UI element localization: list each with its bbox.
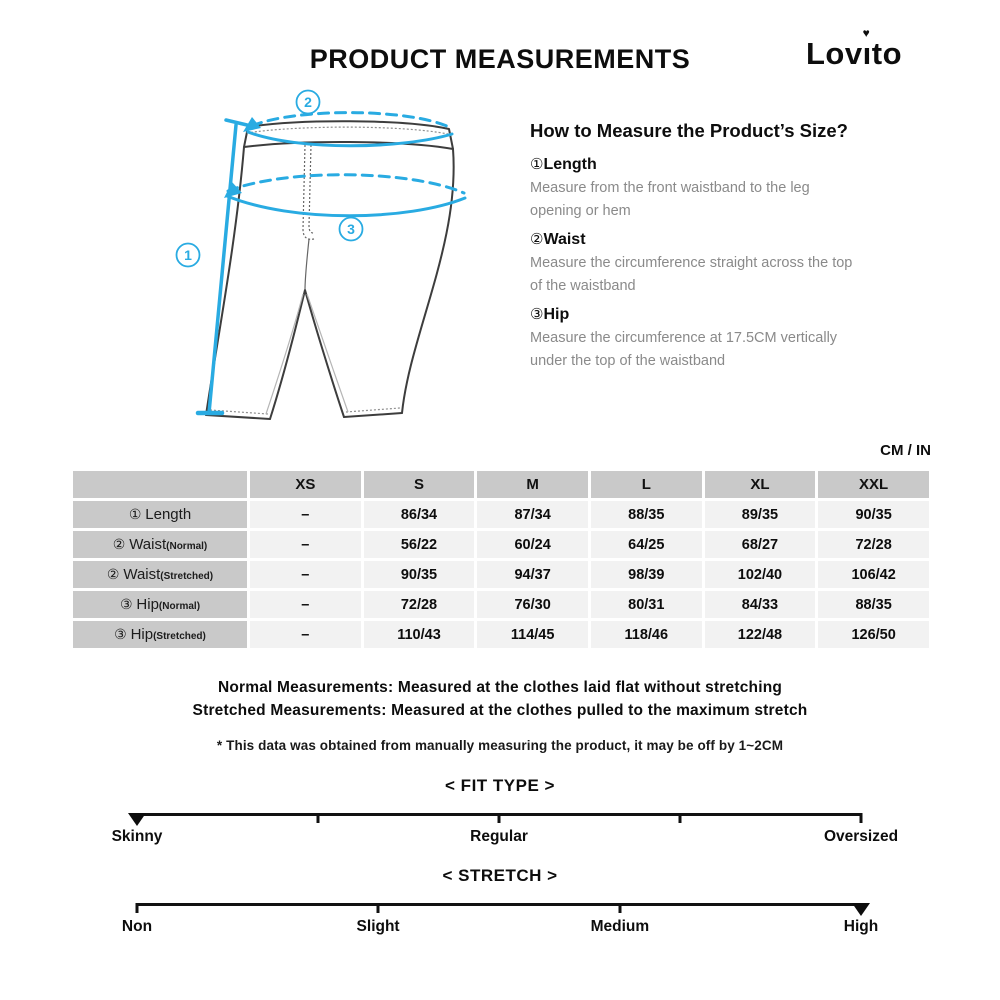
scale-label-non: Non	[121, 918, 153, 935]
corner-cell	[73, 471, 247, 498]
measure-instructions	[530, 120, 930, 379]
scale-tick	[498, 813, 501, 823]
fit-type-scale	[0, 776, 1000, 848]
measurement-cell: 89/35	[705, 501, 816, 528]
row-label: ① Length	[73, 501, 247, 528]
pants-diagram	[148, 83, 492, 445]
instruction-item-length	[530, 155, 930, 223]
row-label: ③ Hip(Stretched)	[73, 621, 247, 648]
stretch-scale	[0, 866, 1000, 938]
measurement-cell: –	[250, 531, 361, 558]
measurement-cell: 98/39	[591, 561, 702, 588]
row-label: ② Waist(Normal)	[73, 531, 247, 558]
scale-tick	[618, 903, 621, 913]
instruction-description: Measure the circumference at 17.5CM vertically under the top of the waistband	[530, 330, 838, 369]
scale-label-oversized: Oversized	[823, 828, 899, 845]
scale-end-tick	[136, 903, 139, 913]
measurement-cell: 110/43	[364, 621, 475, 648]
measurement-cell: 56/22	[364, 531, 475, 558]
column-header-xs: XS	[250, 471, 361, 498]
scale-tick	[317, 813, 320, 823]
measurement-cell: 88/35	[591, 501, 702, 528]
circled-number: ③	[530, 306, 544, 323]
disclaimer-note: * This data was obtained from manually measuring the product, it may be off by 1~2CM	[216, 738, 784, 753]
stretch-line	[137, 903, 861, 906]
column-header-xl: XL	[705, 471, 816, 498]
measurement-cell: 94/37	[477, 561, 588, 588]
scale-end-tick	[860, 813, 863, 823]
measurement-cell: 126/50	[818, 621, 929, 648]
column-header-xxl: XXL	[818, 471, 929, 498]
measurement-cell: 60/24	[477, 531, 588, 558]
scale-label-skinny: Skinny	[111, 828, 163, 845]
measurement-cell: 106/42	[818, 561, 929, 588]
measurement-cell: 72/28	[818, 531, 929, 558]
measurement-cell: 102/40	[705, 561, 816, 588]
table-row	[73, 621, 929, 648]
measurement-cell: 68/27	[705, 531, 816, 558]
fit-type-line	[137, 813, 861, 816]
measurement-cell: 76/30	[477, 591, 588, 618]
stretch-title: < STRETCH >	[442, 866, 558, 885]
scale-label-high: High	[843, 918, 879, 935]
callout-number-3: 3	[347, 221, 355, 237]
hip-solid-ellipse	[227, 196, 465, 216]
measurement-cell: 114/45	[477, 621, 588, 648]
instruction-label: ①Length	[530, 156, 597, 173]
measurement-cell: –	[250, 591, 361, 618]
table-header-row	[73, 471, 929, 498]
measurement-cell: 118/46	[591, 621, 702, 648]
callout-number-1: 1	[184, 247, 192, 263]
length-line	[209, 125, 236, 413]
page-title: PRODUCT MEASUREMENTS	[309, 44, 691, 74]
table-row	[73, 501, 929, 528]
column-header-s: S	[364, 471, 475, 498]
column-header-m: M	[477, 471, 588, 498]
fit-type-labels	[111, 828, 899, 848]
measurement-cell: –	[250, 501, 361, 528]
instruction-description: Measure the circumference straight across the top of the waistband	[530, 255, 853, 294]
row-label: ③ Hip(Normal)	[73, 591, 247, 618]
measurement-cell: 72/28	[364, 591, 475, 618]
table-row	[73, 591, 929, 618]
measurement-cell: 122/48	[705, 621, 816, 648]
measurement-cell: 90/35	[364, 561, 475, 588]
circled-number: ②	[530, 231, 544, 248]
measurement-cell: 88/35	[818, 591, 929, 618]
circled-number: ①	[530, 156, 544, 173]
measurement-cell: 84/33	[705, 591, 816, 618]
table-row	[73, 561, 929, 588]
scale-tick	[679, 813, 682, 823]
column-header-l: L	[591, 471, 702, 498]
scale-label-regular: Regular	[470, 828, 528, 845]
scale-label-slight: Slight	[356, 918, 400, 935]
instructions-heading: How to Measure the Product’s Size?	[530, 120, 848, 141]
measurement-cell: 86/34	[364, 501, 475, 528]
heart-icon: ♥	[862, 26, 871, 40]
scale-label-medium: Medium	[590, 918, 650, 935]
fit-type-title: < FIT TYPE >	[445, 776, 555, 795]
scale-marker	[852, 903, 870, 916]
scale-tick	[377, 903, 380, 913]
instruction-item-waist	[530, 230, 930, 298]
measurement-cell: 87/34	[477, 501, 588, 528]
stretched-note: Stretched Measurements: Measured at the clothes pulled to the maximum stretch	[192, 702, 808, 719]
measurement-cell: –	[250, 561, 361, 588]
measurement-cell: –	[250, 621, 361, 648]
row-label: ② Waist(Stretched)	[73, 561, 247, 588]
callout-number-2: 2	[304, 94, 312, 110]
instruction-description: Measure from the front waistband to the leg opening or hem	[530, 180, 810, 219]
brand-logo: Lovı ♥ to	[806, 26, 903, 71]
scale-marker	[128, 813, 146, 826]
size-table	[70, 468, 932, 651]
measurement-cell: 80/31	[591, 591, 702, 618]
units-label: CM / IN	[880, 442, 931, 459]
instruction-item-hip	[530, 305, 930, 373]
instruction-label: ②Waist	[530, 231, 586, 248]
instruction-label: ③Hip	[530, 306, 570, 323]
measurement-notes	[0, 676, 1000, 753]
table-row	[73, 531, 929, 558]
stretch-labels	[121, 918, 879, 938]
measurement-cell: 90/35	[818, 501, 929, 528]
measurement-cell: 64/25	[591, 531, 702, 558]
normal-note: Normal Measurements: Measured at the clothes laid flat without stretching	[217, 679, 783, 696]
hip-dashed-ellipse	[228, 175, 464, 193]
